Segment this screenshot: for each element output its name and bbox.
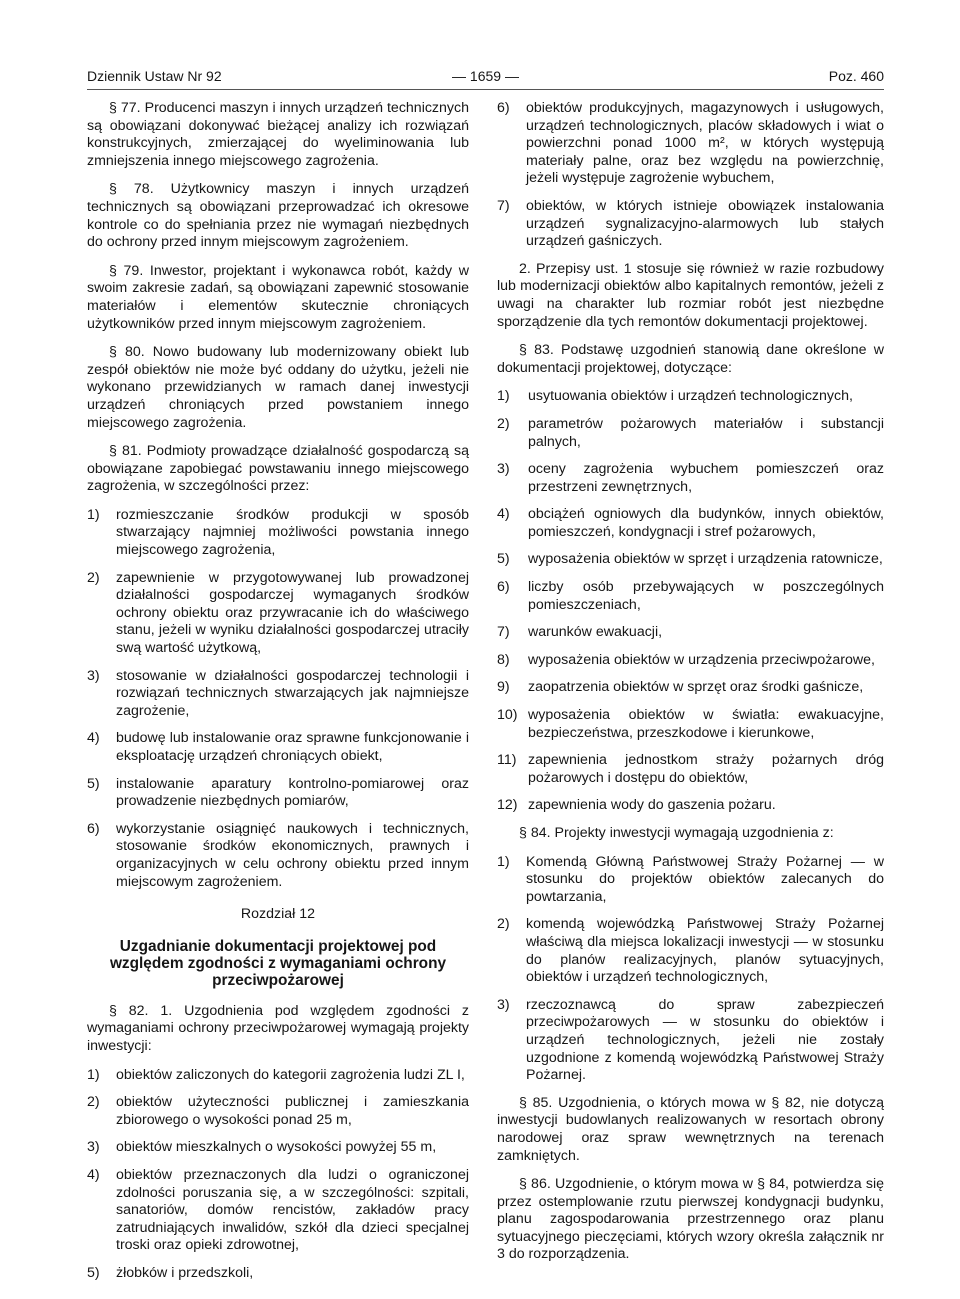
list-item [497,997,884,1085]
paragraph-82: § 82. 1. Uzgodnienia pod względem zgodności z wymaganiami ochrony przeciwpożarowej wymagają projekty inwestycji: [87,1002,469,1054]
item-number: 8) [497,651,510,668]
item-text: zapewnienia jednostkom straży pożarnych dróg pożarowych i dostępu do obiektów, [528,752,884,786]
item-number: 1) [497,853,510,870]
item-text: oceny zagrożenia wybuchem pomieszczeń oraz przestrzeni zewnętrznych, [528,461,884,495]
list-item [87,776,469,811]
list-item [497,652,884,670]
item-text: wykorzystanie osiągnięć naukowych i technicznych, stosowanie środków ekonomicznych, prawnych i organizacyjnych w celu ochrony obiektu przed innym miejscowym zagrożeniem. [116,820,469,890]
item-number: 10) [497,707,518,724]
list-item [87,1094,469,1129]
list-item [87,507,469,560]
item-number: 3) [497,461,510,478]
item-number: 4) [87,1166,100,1183]
paragraph-82-list-continued [497,100,884,251]
item-text: obciążeń ogniowych dla budynków, innych obiektów, pomieszczeń, kondygnacji i stref pożarowych, [528,506,884,540]
item-number: 2) [497,916,510,933]
item-text: instalowanie aparatury kontrolno-pomiarowej oraz prowadzenie niezbędnych pomiarów, [116,775,469,810]
list-item [87,730,469,765]
item-number: 7) [497,624,510,641]
list-item [87,570,469,658]
item-text: budowę lub instalowanie oraz sprawne funkcjonowanie i eksploatację urządzeń chroniących obiekt, [116,730,469,764]
item-text: zapewnienia wody do gaszenia pożaru. [528,797,776,814]
paragraph-85: § 85. Uzgodnienia, o których mowa w § 82, nie dotyczą inwestycji budowlanych realizowanych w resortach obrony narodowej oraz spraw wewnętrznych na terenach zamkniętych. [497,1094,884,1164]
paragraph-82-list [87,1067,469,1283]
item-number: 4) [87,730,100,747]
item-number: 5) [497,551,510,568]
paragraph-83-list [497,388,884,815]
item-number: 1) [87,506,100,523]
item-text: liczby osób przebywających w poszczególnych pomieszczeniach, [528,579,884,613]
list-item [497,416,884,451]
item-text: zapewnienie w przygotowywanej lub prowadzonej działalności gospodarczej wymaganych środków ochrony obiektu oraz przywracanie ich do właściwego stanu, jeżeli w wyniku działalności gospodarczej utraciły swą wartość użytkową, [116,569,469,657]
list-item [497,388,884,406]
item-number: 3) [87,1139,100,1156]
item-text: żłobków i przedszkoli, [116,1264,254,1281]
item-number: 11) [497,752,517,769]
left-column [87,100,469,1292]
item-text: rozmieszczanie środków produkcji w sposób stwarzający najmniej możliwości powstania innego miejscowego zagrożenia, [116,506,469,559]
item-number: 2) [87,1094,100,1111]
item-text: warunków ewakuacji, [528,624,663,641]
list-item [87,1265,469,1283]
item-text: obiektów, w których istnieje obowiązek instalowania urządzeń sygnalizacyjno-alarmowych lub stałych urządzeń gaśniczych. [526,197,884,250]
paragraph-82-section-2: 2. Przepisy ust. 1 stosuje się również w razie rozbudowy lub modernizacji obiektów albo kapitalnych remontów, jeżeli z uwagi na charakter lub rozmiar robót jest niezbędne sporządzenie dla tych remontów dokumentacji projektowej. [497,260,884,330]
item-text: wyposażenia obiektów w światła: ewakuacyjne, bezpieczeństwa, przeszkodowe i kierunkowe, [528,707,884,741]
paragraph-81: § 81. Podmioty prowadzące działalność gospodarczą są obowiązane zapobiegać powstawaniu innego miejscowego zagrożenia, w szczególności przez: [87,443,469,495]
list-item [87,1067,469,1085]
item-number: 5) [87,1264,100,1281]
page-header [87,66,884,86]
right-column [497,100,884,1275]
journal-name: Dziennik Ustaw Nr 92 [87,68,222,84]
paragraph-83: § 83. Podstawę uzgodnień stanowią dane określone w dokumentacji projektowej, dotyczące: [497,342,884,376]
paragraph-84-list [497,854,884,1085]
paragraph-80: § 80. Nowo budowany lub modernizowany obiekt lub zespół obiektów nie może być oddany do użytku, jeżeli nie wykonano przewidzianych w ramach danej inwestycji urządzeń chroniących przed powstaniem innego miejscowego zagrożenia. [87,344,469,431]
list-item [497,579,884,614]
position-number: Poz. 460 [828,68,884,84]
list-item [497,198,884,251]
list-item [497,100,884,188]
item-text: usytuowania obiektów i urządzeń technologicznych, [528,388,853,405]
item-number: 2) [497,415,510,432]
list-item [87,821,469,891]
item-text: obiektów zaliczonych do kategorii zagrożenia ludzi ZL I, [116,1066,465,1083]
item-number: 6) [497,579,510,596]
item-text: obiektów użyteczności publicznej i zamieszkania zbiorowego o wysokości ponad 25 m, [116,1094,469,1128]
item-number: 3) [87,667,100,684]
paragraph-79: § 79. Inwestor, projektant i wykonawca robót, każdy w swoim zakresie zadań, są obowiązani zapewnić stosowanie materiałów i elementów skutecznie chroniących użytkowników przed innym miejscowym zagrożeniem. [87,262,469,332]
page-number: — 1659 — [452,68,519,84]
item-text: zaopatrzenia obiektów w sprzęt oraz środki gaśnicze, [528,679,864,696]
list-item [87,668,469,721]
item-text: obiektów przeznaczonych dla ludzi o ograniczonej zdolności poruszania się, a w szczególności: szpitali, sanatoriów, domów rencistów, zakładów pracy zatrudniających inwalidów, szkół dla dzieci specjalnej troski oraz opieki zdrowotnej, [116,1166,469,1254]
paragraph-78: § 78. Użytkownicy maszyn i innych urządzeń technicznych są obowiązani przeprowadzać ich okresowe kontrole co do spełniania przez nie wymagań niezbędnych do ochrony przed innym miejscowym zagrożeniem. [87,181,469,251]
list-item [497,797,884,815]
paragraph-77: § 77. Producenci maszyn i innych urządzeń technicznych są obowiązani dokonywać bieżącej analizy ich rozwiązań konstrukcyjnych, zmierzającej do wyeliminowania lub zmniejszenia innego miejscowego zagrożenia. [87,100,469,169]
list-item [497,624,884,642]
item-text: parametrów pożarowych materiałów i substancji palnych, [528,415,884,450]
list-item [497,707,884,742]
item-text: wyposażenia obiektów w urządzenia przeciwpożarowe, [528,651,875,668]
list-item [497,551,884,569]
list-item [497,506,884,541]
paragraph-86: § 86. Uzgodnienie, o którym mowa w § 84, potwierdza się przez ostemplowanie rzutu pierwszej kondygnacji budynku, planu zagospodarowania przestrzennego oraz planu sytuacyjnego pieczęciami, których wzory określa załącznik nr 3 do rozporządzenia. [497,1176,884,1263]
item-text: Komendą Główną Państwowej Straży Pożarnej — w stosunku do projektów obiektów zalecanych do powtarzania, [526,853,884,905]
list-item [87,1139,469,1157]
chapter-title: Uzgadnianie dokumentacji projektowej pod względem zgodności z wymaganiami ochrony przeciwpożarowej [109,937,447,989]
list-item [87,1167,469,1255]
item-text: stosowanie w działalności gospodarczej technologii i rozwiązań technicznych stwarzających jak najmniejsze zagrożenie, [116,667,469,719]
item-number: 6) [87,820,100,837]
item-text: obiektów mieszkalnych o wysokości powyżej 55 m, [116,1139,437,1156]
item-number: 6) [497,100,510,116]
list-item [497,679,884,697]
item-number: 12) [497,797,518,814]
item-number: 4) [497,506,510,523]
item-number: 2) [87,569,100,586]
header-divider [87,89,884,90]
item-text: obiektów produkcyjnych, magazynowych i usługowych, urządzeń technologicznych, placów składowych i wiat o powierzchni ponad 1000 m², w których występują materiały palne, oraz bez względu na powierzchnię, jeżeli występuje zagrożenie wybuchem, [526,100,884,187]
item-number: 1) [497,388,510,405]
item-text: komendą wojewódzką Państwowej Straży Pożarnej właściwą dla miejsca lokalizacji inwestycji — w stosunku do planów realizacyjnych, planów sytuacyjnych, obiektów i urządzeń technologicznych, [526,916,884,986]
item-text: wyposażenia obiektów w sprzęt i urządzenia ratownicze, [528,551,883,568]
item-number: 3) [497,996,510,1013]
paragraph-84: § 84. Projekty inwestycji wymagają uzgodnienia z: [519,825,834,841]
item-number: 5) [87,775,100,792]
chapter-number: Rozdział 12 [240,906,316,923]
list-item [497,461,884,496]
item-number: 1) [87,1066,100,1083]
paragraph-81-list [87,507,469,891]
item-text: rzeczoznawcą do spraw zabezpieczeń przeciwpożarowych — w stosunku do obiektów i urządzeń technologicznych, jeżeli nie zostały uzgodnione z komendą wojewódzką Państwowej Straży Pożarnej. [526,996,884,1084]
list-item [497,916,884,986]
item-number: 9) [497,679,510,696]
list-item [497,854,884,907]
list-item [497,752,884,787]
item-number: 7) [497,197,510,214]
